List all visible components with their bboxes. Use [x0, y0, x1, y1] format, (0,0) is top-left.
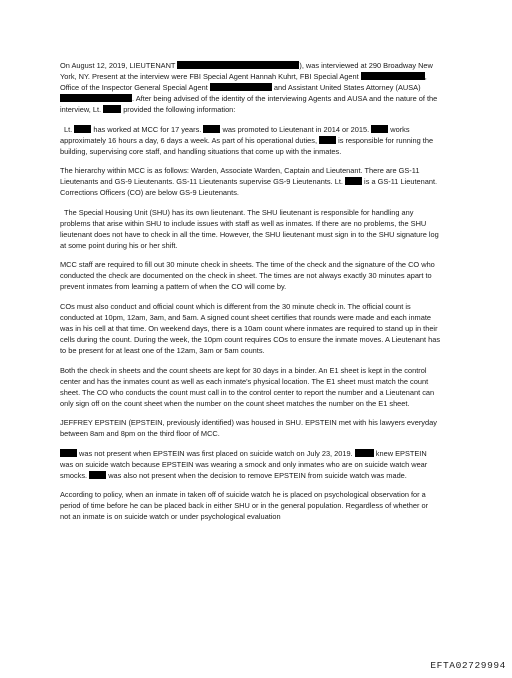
redaction-box	[103, 105, 121, 113]
redaction-box	[355, 449, 374, 457]
redaction-box	[345, 177, 362, 185]
text-run: was also not present when the decision to remove EPSTEIN from suicide watch was made.	[106, 470, 407, 480]
text-run: Both the check in sheets and the count sheets are kept for 30 days in a binder. An E1 sheet is kept in the control center and has the inmates count as well as each inmate's physical location. The E1 sheet must match the count sheet. The CO who conducts the count must call in to the control center to report the number and a Lieutenant can only sign off on the count sheet when the number on the count sheet matches the number on the E1 sheet.	[60, 365, 435, 408]
paragraph	[60, 448, 440, 481]
paragraph	[60, 124, 440, 157]
text-run: On August 12, 2019, LIEUTENANT	[60, 61, 178, 70]
text-run: JEFFREY EPSTEIN (EPSTEIN, previously identified) was housed in SHU. EPSTEIN met with his lawyers everyday between 8am and 8pm on the third floor of MCC.	[60, 418, 437, 439]
paragraph	[60, 259, 440, 292]
redaction-box	[177, 61, 299, 69]
redaction-box	[371, 125, 388, 133]
text-run: The hierarchy within MCC is as follows: Warden, Associate Warden, Captain and Lieutenant. There are GS-11 Lieutenants and GS-9 Lieutenants. GS-11 Lieutenants supervise GS-9 Lieutenants. Lt.	[60, 166, 420, 187]
paragraph	[60, 165, 440, 198]
text-run: is responsible for running the building, supervising core staff, and handling situations that come up with the inmates.	[60, 135, 434, 156]
text-run: has worked at MCC for 17 years.	[91, 124, 204, 134]
text-run: was promoted to Lieutenant in 2014 or 2015.	[220, 124, 372, 134]
redaction-box	[74, 125, 91, 133]
redaction-box	[361, 72, 397, 80]
text-run: works approximately 16 hours a day, 6 days a week. As part of his operational duties,	[60, 124, 410, 145]
redaction-box	[89, 471, 106, 479]
redaction-box	[60, 94, 96, 102]
redaction-box	[203, 125, 220, 133]
paragraph	[60, 207, 440, 251]
redaction-box	[96, 94, 132, 102]
text-run: provided the following information:	[121, 105, 236, 114]
redaction-box	[397, 72, 425, 80]
text-run: MCC staff are required to fill out 30 minute check in sheets. The time of the check and the signature of the CO who conducted the check are documented on the check in sheet. The times are not always exactly 30 minutes apart to prevent inmates from learning a pattern of when the CO will come by.	[60, 260, 435, 292]
paragraph	[60, 301, 440, 356]
document-id-stamp: EFTA02729994	[430, 660, 506, 671]
text-run: was not present when EPSTEIN was first placed on suicide watch on July 23, 2019.	[77, 448, 355, 458]
text-run: . After being advised of the identity of the interviewing Agents and AUSA and the nature of the interview, Lt.	[60, 94, 438, 114]
paragraph	[60, 365, 440, 409]
text-run: According to policy, when an inmate in taken off of suicide watch he is placed on psychological observation for a period of time before he can be placed back in either SHU or in the general population. Regardless of whether or not an inmate is on suicide watch or under psychological evaluation	[60, 490, 429, 522]
text-run: and Assistant United States Attorney (AUSA)	[271, 83, 421, 92]
text-run: The Special Housing Unit (SHU) has its own lieutenant. The SHU lieutenant is responsible for handling any problems that arise within SHU to include issues with staff as well as inmates. If there are no problems, the SHU lieutenant does not have to check in all the time. However, the SHU lieutenant must sign in to the SHU signature log at some point during his or her shift.	[60, 207, 439, 250]
text-run: ), was interviewed at 290 Broadway New York, NY. Present at the interview were FBI Special Agent Hannah Kuhrt, FBI Special Agent	[60, 61, 433, 81]
text-run: COs must also conduct and official count which is different from the 30 minute check in. The official count is conducted at 10pm, 12am, 3am, and 5am. A signed count sheet certifies that rounds were made and each inmate was in his cell at that time. On weekend days, there is a 10am count where inmates are required to stand up in their cells during the count. During the week, the 10pm count requires COs to ensure the inmate moves. A Lieutenant has to be present for at least one of the 12am, 3am or 5am counts.	[60, 301, 441, 355]
redaction-box	[60, 449, 77, 457]
document-body	[60, 60, 440, 531]
text-run: is a GS-11 Lieutenant. Corrections Officers (CO) are below GS-9 Lieutenants.	[60, 177, 438, 198]
text-run: knew EPSTEIN was on suicide watch because EPSTEIN was wearing a smock and only inmates who are on suicide watch wear smocks.	[60, 448, 428, 480]
redaction-box	[210, 83, 232, 91]
paragraph	[60, 60, 440, 115]
text-run: , Office of the Inspector General Special Agent	[60, 72, 427, 92]
redaction-box	[319, 136, 336, 144]
redaction-box	[232, 83, 272, 91]
paragraph	[60, 417, 440, 439]
text-run: Lt.	[64, 124, 75, 134]
paragraph	[60, 489, 440, 522]
